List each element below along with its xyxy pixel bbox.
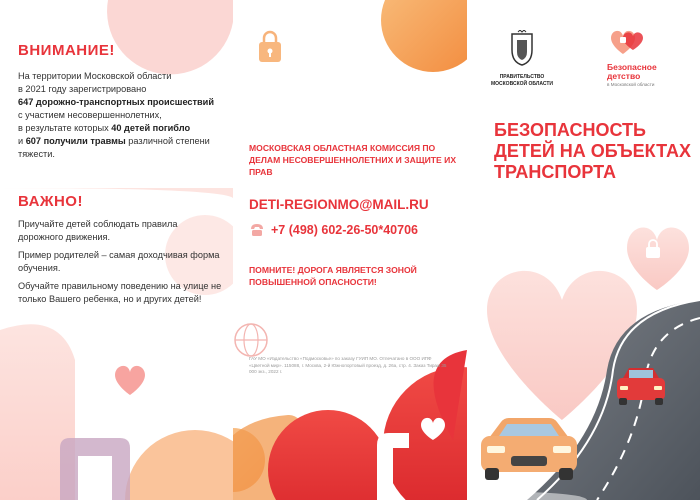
safe-childhood-subtitle: в Московской области	[607, 82, 655, 87]
attention-heading: ВНИМАНИЕ!	[18, 42, 115, 59]
email-address[interactable]: DETI-REGIONMO@MAIL.RU	[249, 197, 429, 212]
safe-childhood-name: Безопасное детство	[607, 62, 657, 81]
attention-text: в результате которых	[18, 123, 112, 133]
middle-panel	[233, 0, 467, 500]
attention-bold: 40 детей погибло	[111, 123, 191, 133]
right-panel	[467, 0, 700, 500]
phone-row	[249, 223, 418, 237]
attention-text: в 2021 году зарегистрировано	[18, 84, 147, 94]
attention-text: На территории Московской области	[18, 71, 172, 81]
attention-text: тяжести.	[18, 149, 55, 159]
attention-text: и	[18, 136, 26, 146]
commission-name: МОСКОВСКАЯ ОБЛАСТНАЯ КОМИССИЯ ПО ДЕЛАМ НЕСОВЕРШЕННОЛЕТНИХ И ЗАЩИТЕ ИХ ПРАВ	[249, 143, 457, 177]
globe-lock-icon	[235, 324, 267, 356]
brochure-title: БЕЗОПАСНОСТЬ ДЕТЕЙ НА ОБЪЕКТАХ ТРАНСПОРТА	[494, 120, 691, 182]
tips-list	[18, 218, 223, 311]
important-heading: ВАЖНО!	[18, 193, 83, 210]
attention-text: с участием несовершеннолетних,	[18, 110, 162, 120]
phone-icon	[249, 223, 265, 237]
lock-icon	[259, 32, 281, 62]
left-panel	[0, 0, 233, 500]
orange-car	[481, 418, 577, 480]
tip-item: Обучайте правильному поведению на улице не только Вашего ребенка, но и других детей!	[18, 281, 222, 304]
tip-item: Приучайте детей соблюдать правила дорожного движения.	[18, 219, 178, 242]
attention-paragraph	[18, 70, 223, 161]
coat-of-arms-icon	[508, 30, 536, 66]
government-logo-text: ПРАВИТЕЛЬСТВО МОСКОВСКОЙ ОБЛАСТИ	[490, 74, 554, 87]
safe-childhood-logo	[607, 28, 687, 87]
attention-bold: 647 дорожно-транспортных происшествий	[18, 97, 214, 107]
imprint-text: ГАУ МО «Издательство «Подмосковье» по заказу ГУИП МО. Отпечатано в ООО ИПФ «Цветной мир». 115088, г. Москва, 2-й Южнопортовый проезд, д. 26а, стр. 4. Заказ Тираж 35 000 экз., 2022 г.	[249, 356, 447, 374]
attention-bold: 607 получили травмы	[25, 136, 126, 146]
middle-decor	[233, 0, 467, 500]
phone-number[interactable]: +7 (498) 602-26-50*40706	[271, 223, 418, 237]
government-logo	[487, 30, 557, 87]
attention-text: различной степени	[125, 136, 210, 146]
safe-childhood-emblem	[607, 28, 647, 56]
remember-warning: ПОМНИТЕ! ДОРОГА ЯВЛЯЕТСЯ ЗОНОЙ ПОВЫШЕННОЙ ОПАСНОСТИ!	[249, 265, 417, 287]
tip-item: Пример родителей – самая доходчивая форма обучения.	[18, 250, 220, 273]
